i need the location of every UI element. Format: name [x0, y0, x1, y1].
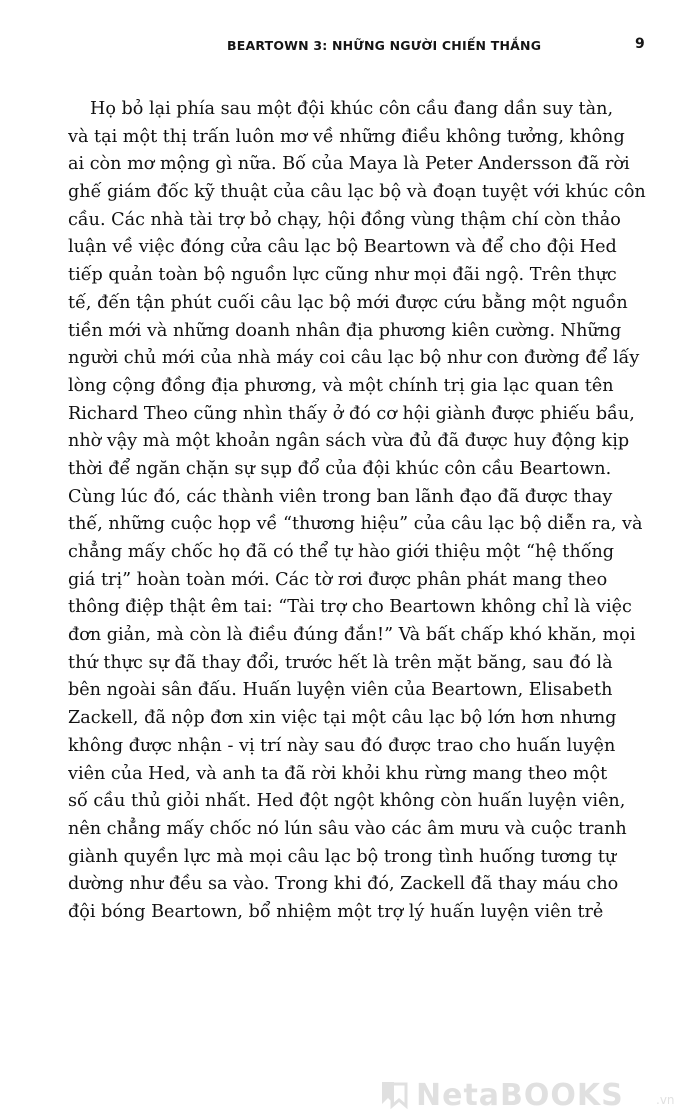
running-title: BEARTOWN 3: NHỮNG NGƯỜI CHIẾN THẮNG — [227, 38, 542, 53]
text-line: không được nhận - vị trí này sau đó được trao cho huấn luyện — [68, 735, 616, 756]
text-line: ghế giám đốc kỹ thuật của câu lạc bộ và đoạn tuyệt với khúc côn — [68, 182, 646, 203]
text-line: thông điệp thật êm tai: “Tài trợ cho Beartown không chỉ là việc — [68, 597, 632, 618]
text-line: thế, những cuộc họp về “thương hiệu” của câu lạc bộ diễn ra, và — [68, 514, 643, 535]
text-line: giá trị” hoàn toàn mới. Các tờ rơi được phân phát mang theo — [68, 569, 608, 590]
body-text — [68, 96, 668, 927]
text-line: bên ngoài sân đấu. Huấn luyện viên của Beartown, Elisabeth — [68, 680, 613, 701]
text-line: Richard Theo cũng nhìn thấy ở đó cơ hội giành được phiếu bầu, — [68, 403, 635, 424]
text-line: thời để ngăn chặn sự sụp đổ của đội khúc côn cầu Beartown. — [68, 458, 612, 479]
text-line: tiền mới và những doanh nhân địa phương kiên cường. Những — [68, 320, 622, 341]
text-line: số cầu thủ giỏi nhất. Hed đột ngột không còn huấn luyện viên, — [68, 791, 626, 812]
text-line: và tại một thị trấn luôn mơ về những điều không tưởng, không — [68, 126, 625, 147]
text-line: ai còn mơ mộng gì nữa. Bố của Maya là Peter Andersson đã rời — [68, 154, 630, 175]
text-line: Cùng lúc đó, các thành viên trong ban lãnh đạo đã được thay — [68, 486, 613, 507]
text-line: Họ bỏ lại phía sau một đội khúc côn cầu đang dần suy tàn, — [90, 99, 614, 119]
text-line: thứ thực sự đã thay đổi, trước hết là trên mặt băng, sau đó là — [68, 652, 613, 673]
text-line: chẳng mấy chốc họ đã có thể tự hào giới thiệu một “hệ thống — [68, 542, 615, 562]
watermark-suffix: .vn — [656, 1093, 675, 1107]
text-line: luận về việc đóng cửa câu lạc bộ Beartown và để cho đội Hed — [68, 237, 617, 258]
text-line: nên chẳng mấy chốc nó lún sâu vào các âm mưu và cuộc tranh — [68, 818, 627, 839]
text-line: dường như đều sa vào. Trong khi đó, Zackell đã thay máu cho — [68, 874, 619, 895]
text-line: nhờ vậy mà một khoản ngân sách vừa đủ đã được huy động kịp — [68, 431, 630, 452]
text-line: người chủ mới của nhà máy coi câu lạc bộ như con đường để lấy — [68, 348, 640, 369]
text-line: tế, đến tận phút cuối câu lạc bộ mới được cứu bằng một nguồn — [68, 292, 628, 313]
watermark — [378, 1078, 688, 1114]
text-line: giành quyền lực mà mọi câu lạc bộ trong tình huống tương tự — [68, 846, 617, 867]
text-line: đội bóng Beartown, bổ nhiệm một trợ lý huấn luyện viên trẻ — [68, 901, 604, 922]
watermark-brand: NetaBOOKS — [416, 1078, 624, 1113]
text-line: Zackell, đã nộp đơn xin việc tại một câu lạc bộ lớn hơn nhưng — [68, 708, 617, 729]
text-line: tiếp quản toàn bộ nguồn lực cũng như mọi đãi ngộ. Trên thực — [68, 265, 617, 286]
text-line: lòng cộng đồng địa phương, và một chính trị gia lạc quan tên — [68, 375, 614, 396]
page-header — [0, 30, 700, 60]
bookmark-logo-icon — [378, 1078, 410, 1110]
page-number: 9 — [635, 36, 645, 52]
text-line: cầu. Các nhà tài trợ bỏ chạy, hội đồng vùng thậm chí còn thảo — [68, 209, 621, 230]
text-line: đơn giản, mà còn là điều đúng đắn!” Và bất chấp khó khăn, mọi — [68, 625, 636, 646]
text-line: viên của Hed, và anh ta đã rời khỏi khu rừng mang theo một — [68, 763, 608, 784]
